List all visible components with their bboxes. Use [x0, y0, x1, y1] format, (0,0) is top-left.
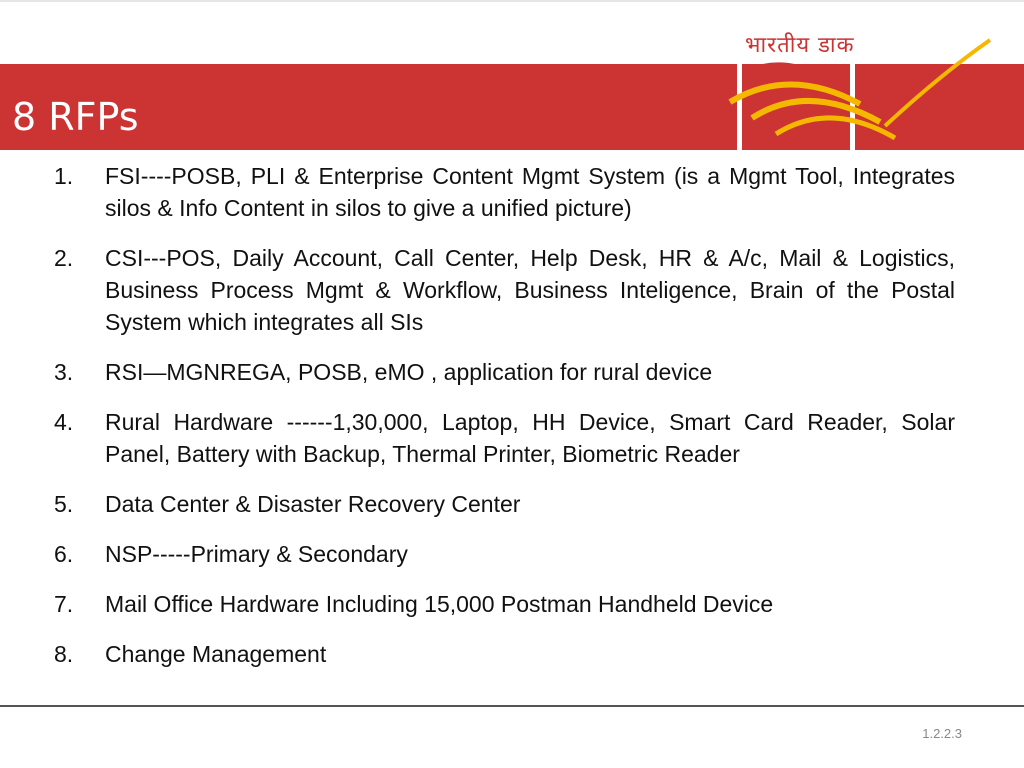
- list-item-number: 8.: [54, 641, 74, 667]
- list-item: [50, 160, 955, 224]
- rfp-content: [50, 160, 955, 688]
- list-item-text: NSP-----Primary & Secondary: [105, 541, 408, 567]
- list-item-number: 5.: [54, 491, 74, 517]
- list-item-number: 3.: [54, 359, 74, 385]
- list-item-text: Mail Office Hardware Including 15,000 Postman Handheld Device: [105, 591, 774, 617]
- list-item: [50, 242, 955, 338]
- rfp-list: [50, 160, 955, 670]
- list-item-text: Rural Hardware ------1,30,000, Laptop, HH Device, Smart Card Reader, Solar Panel, Battery with Backup, Thermal Printer, Biometric Reader: [105, 409, 955, 467]
- list-item-number: 6.: [54, 541, 74, 567]
- slide-number: 1.2.2.3: [922, 726, 962, 741]
- logo-text: भारतीय डाक: [745, 33, 855, 58]
- top-border: [0, 0, 1024, 2]
- logo-wing-1: [748, 64, 820, 74]
- list-item-text: RSI—MGNREGA, POSB, eMO , application for rural device: [105, 359, 713, 385]
- list-item: [50, 638, 955, 670]
- list-item-number: 4.: [54, 409, 74, 435]
- list-item-number: 2.: [54, 245, 74, 271]
- list-item-text: CSI---POS, Daily Account, Call Center, Help Desk, HR & A/c, Mail & Logistics, Business Process Mgmt & Workflow, Business Inteligence, Brain of the Postal System which integrates all SIs: [105, 245, 955, 335]
- list-item: [50, 356, 955, 388]
- slide-title: 8 RFPs: [12, 95, 139, 139]
- list-item: [50, 488, 955, 520]
- list-item-number: 1.: [54, 163, 74, 189]
- list-item-text: Data Center & Disaster Recovery Center: [105, 491, 521, 517]
- list-item: [50, 588, 955, 620]
- logo-tail: [885, 40, 990, 126]
- list-item-text: Change Management: [105, 641, 327, 667]
- footer-divider: [0, 705, 1024, 707]
- list-item-text: FSI----POSB, PLI & Enterprise Content Mgmt System (is a Mgmt Tool, Integrates silos & Info Content in silos to give a unified picture): [105, 163, 955, 221]
- list-item-number: 7.: [54, 591, 74, 617]
- list-item: [50, 406, 955, 470]
- list-item: [50, 538, 955, 570]
